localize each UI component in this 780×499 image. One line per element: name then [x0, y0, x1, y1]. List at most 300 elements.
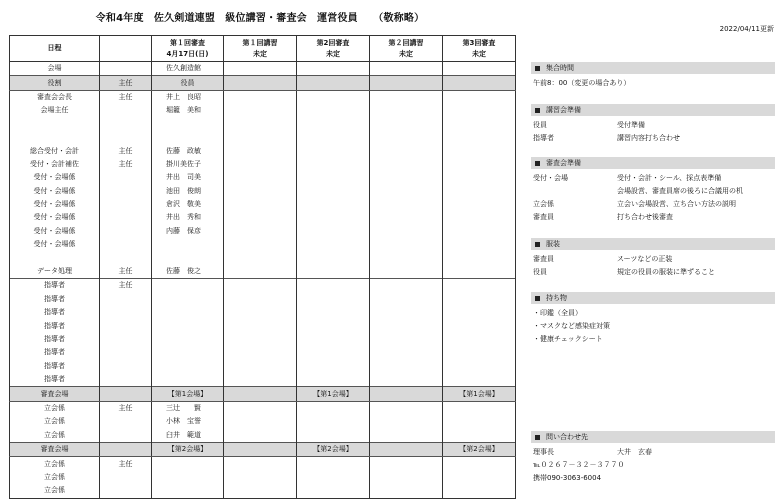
table-cell: 主任	[100, 457, 152, 471]
table-cell: 指導者	[10, 279, 100, 293]
table-cell	[100, 198, 152, 211]
table-cell	[370, 225, 443, 238]
table-cell	[297, 429, 370, 443]
section-heading	[531, 157, 775, 169]
table-cell	[297, 90, 370, 104]
table-cell	[224, 457, 297, 471]
table-cell	[297, 238, 370, 251]
table-cell	[443, 185, 516, 198]
table-cell	[224, 346, 297, 359]
table-cell: 主任	[100, 90, 152, 104]
table-cell: 立会係	[10, 457, 100, 471]
table-cell	[10, 118, 100, 131]
table-cell	[370, 62, 443, 76]
table-cell	[297, 471, 370, 484]
table-cell	[100, 319, 152, 332]
table-cell	[443, 104, 516, 117]
table-cell: 【第1会場】	[443, 387, 516, 401]
table-cell	[370, 429, 443, 443]
table-cell	[100, 415, 152, 428]
table-cell	[443, 265, 516, 279]
table-cell	[297, 415, 370, 428]
info-section	[531, 104, 775, 145]
table-cell	[10, 131, 100, 144]
table-cell	[224, 131, 297, 144]
table-header-cell	[10, 36, 100, 62]
table-cell	[224, 265, 297, 279]
section-row	[531, 253, 775, 266]
table-cell	[370, 171, 443, 184]
section-row-key: ・印鑑（全員）	[533, 309, 582, 317]
table-cell: 井上 良昭	[152, 90, 224, 104]
table-cell	[370, 471, 443, 484]
table-cell: 会場	[10, 62, 100, 76]
header-line: 第2回審査	[316, 38, 350, 47]
table-cell	[297, 158, 370, 171]
table-cell	[224, 373, 297, 387]
table-cell	[443, 90, 516, 104]
table-cell: 主任	[100, 158, 152, 171]
table-cell	[224, 198, 297, 211]
table-row	[10, 238, 516, 251]
section-row-value: 受付・会計・シール、採点表準備	[617, 174, 722, 182]
table-cell	[443, 171, 516, 184]
table-cell	[297, 62, 370, 76]
table-cell: 役割	[10, 76, 100, 90]
table-cell	[152, 251, 224, 264]
table-cell	[443, 62, 516, 76]
info-section	[531, 157, 775, 224]
table-header-cell	[224, 36, 297, 62]
section-row	[531, 77, 775, 90]
table-cell	[224, 118, 297, 131]
table-cell: 役員	[152, 76, 224, 90]
table-cell: 指導者	[10, 319, 100, 332]
table-cell	[370, 265, 443, 279]
table-cell: 指導者	[10, 293, 100, 306]
table-row	[10, 401, 516, 415]
table-cell	[443, 198, 516, 211]
table-cell	[224, 387, 297, 401]
table-header-row	[10, 36, 516, 62]
table-row	[10, 144, 516, 157]
section-row-value: 受付準備	[617, 121, 645, 129]
table-cell: 立会係	[10, 484, 100, 498]
section-row	[531, 320, 775, 333]
table-cell	[152, 346, 224, 359]
section-heading-text: 問い合わせ先	[546, 433, 588, 441]
table-cell: 佐藤 俊之	[152, 265, 224, 279]
table-cell	[224, 333, 297, 346]
table-cell	[370, 90, 443, 104]
table-cell: 立会係	[10, 415, 100, 428]
table-cell	[443, 225, 516, 238]
table-cell	[297, 211, 370, 224]
header-line: 未定	[472, 49, 486, 58]
table-row	[10, 333, 516, 346]
table-cell	[152, 293, 224, 306]
table-cell	[297, 171, 370, 184]
table-cell	[100, 118, 152, 131]
table-cell	[443, 293, 516, 306]
info-section	[531, 292, 775, 346]
table-cell: 井出 秀和	[152, 211, 224, 224]
section-heading-text: 服装	[546, 240, 560, 248]
table-cell	[443, 415, 516, 428]
table-cell: 指導者	[10, 346, 100, 359]
table-cell: 三辻 賢	[152, 401, 224, 415]
table-cell	[370, 131, 443, 144]
table-cell: 掛川美佐子	[152, 158, 224, 171]
section-heading	[531, 238, 775, 250]
table-cell: 指導者	[10, 373, 100, 387]
table-cell	[443, 144, 516, 157]
table-cell	[297, 225, 370, 238]
table-cell: 内藤 保彦	[152, 225, 224, 238]
table-row	[10, 62, 516, 76]
table-cell	[152, 333, 224, 346]
bullet-square-icon	[535, 66, 540, 71]
header-line: 第3回審査	[462, 38, 496, 47]
table-cell	[100, 185, 152, 198]
table-cell	[297, 306, 370, 319]
table-cell	[224, 185, 297, 198]
section-row-key: 審査員	[533, 213, 554, 221]
table-cell	[443, 118, 516, 131]
table-cell	[100, 471, 152, 484]
table-row	[10, 90, 516, 104]
table-cell	[224, 401, 297, 415]
table-row	[10, 76, 516, 90]
table-cell	[224, 225, 297, 238]
table-row	[10, 198, 516, 211]
table-cell	[224, 171, 297, 184]
table-cell	[100, 238, 152, 251]
table-cell	[370, 442, 443, 456]
table-cell: 立会係	[10, 429, 100, 443]
table-cell: 【第2会場】	[297, 442, 370, 456]
table-cell: 井出 司美	[152, 171, 224, 184]
table-cell	[152, 279, 224, 293]
table-row	[10, 471, 516, 484]
table-cell	[100, 429, 152, 443]
table-cell	[152, 471, 224, 484]
table-cell	[370, 293, 443, 306]
section-heading	[531, 104, 775, 116]
table-cell	[100, 442, 152, 456]
table-cell	[100, 211, 152, 224]
table-cell	[297, 373, 370, 387]
table-cell	[370, 211, 443, 224]
table-cell	[224, 251, 297, 264]
table-cell: 立会係	[10, 471, 100, 484]
section-row-value: 講習内容打ち合わせ	[617, 134, 680, 142]
table-cell	[152, 319, 224, 332]
section-heading	[531, 62, 775, 74]
section-row	[531, 446, 775, 459]
table-cell	[297, 346, 370, 359]
table-cell	[224, 484, 297, 498]
update-date: 2022/04/11更新	[719, 25, 774, 33]
table-cell: 指導者	[10, 306, 100, 319]
section-row-key: 立会係	[533, 200, 554, 208]
table-cell	[443, 484, 516, 498]
table-cell	[443, 457, 516, 471]
table-cell	[224, 360, 297, 373]
table-cell	[370, 185, 443, 198]
table-cell	[152, 484, 224, 498]
table-cell	[443, 373, 516, 387]
table-row	[10, 251, 516, 264]
table-cell	[443, 158, 516, 171]
info-section	[531, 431, 775, 485]
table-cell: 受付・会場係	[10, 211, 100, 224]
table-cell	[152, 118, 224, 131]
table-cell	[224, 158, 297, 171]
table-cell	[100, 373, 152, 387]
table-cell: 受付・会計補佐	[10, 158, 100, 171]
section-row-key: 審査員	[533, 255, 554, 263]
table-cell: 小林 宝誉	[152, 415, 224, 428]
section-heading	[531, 431, 775, 443]
section-row	[531, 211, 775, 224]
table-cell	[370, 457, 443, 471]
header-line: 第１回講習	[242, 38, 278, 47]
table-row	[10, 415, 516, 428]
header-line: 日程	[47, 44, 62, 52]
table-cell: 立会係	[10, 401, 100, 415]
table-cell	[297, 360, 370, 373]
table-cell	[370, 144, 443, 157]
table-cell	[370, 360, 443, 373]
table-cell	[100, 251, 152, 264]
table-cell	[297, 144, 370, 157]
section-row	[531, 119, 775, 132]
table-cell: 主任	[100, 265, 152, 279]
table-cell	[297, 118, 370, 131]
section-row	[531, 132, 775, 145]
table-cell	[224, 429, 297, 443]
table-cell	[370, 387, 443, 401]
table-cell	[152, 131, 224, 144]
table-cell	[370, 279, 443, 293]
table-cell	[100, 131, 152, 144]
table-cell: 堀籠 美和	[152, 104, 224, 117]
table-cell	[370, 373, 443, 387]
section-row-value: 立会い会場設営、立ち合い方法の説明	[617, 200, 736, 208]
header-line: 未定	[253, 49, 267, 58]
section-row-key: 携帯090-3063-6004	[533, 474, 602, 482]
table-cell	[443, 346, 516, 359]
table-cell	[370, 333, 443, 346]
table-cell: 受付・会場係	[10, 185, 100, 198]
table-cell: 審査会場	[10, 442, 100, 456]
table-cell	[224, 76, 297, 90]
table-cell	[224, 279, 297, 293]
table-cell: 【第1会場】	[152, 387, 224, 401]
table-header-cell	[297, 36, 370, 62]
table-cell	[297, 484, 370, 498]
header-line: 未定	[399, 49, 413, 58]
table-row	[10, 131, 516, 144]
table-cell	[370, 251, 443, 264]
table-row	[10, 429, 516, 443]
bullet-square-icon	[535, 296, 540, 301]
table-cell	[297, 131, 370, 144]
table-cell: 主任	[100, 279, 152, 293]
table-row	[10, 387, 516, 401]
bullet-square-icon	[535, 161, 540, 166]
table-cell	[443, 401, 516, 415]
table-cell	[297, 279, 370, 293]
table-cell	[443, 131, 516, 144]
table-cell	[224, 238, 297, 251]
table-cell: 指導者	[10, 360, 100, 373]
section-heading-text: 講習会準備	[546, 106, 581, 114]
section-row-key: 受付・会場	[533, 174, 568, 182]
info-section	[531, 62, 775, 90]
section-row-value: 大井 玄春	[617, 448, 652, 456]
table-cell	[100, 346, 152, 359]
table-cell	[443, 306, 516, 319]
section-row-key: 理事長	[533, 448, 554, 456]
table-cell	[224, 306, 297, 319]
table-cell	[297, 76, 370, 90]
section-row	[531, 472, 775, 485]
table-cell: 主任	[100, 144, 152, 157]
section-row-key: ・マスクなど感染症対策	[533, 322, 610, 330]
section-row	[531, 266, 775, 279]
section-row	[531, 198, 775, 211]
table-header-cell	[152, 36, 224, 62]
table-cell: 指導者	[10, 333, 100, 346]
table-row	[10, 118, 516, 131]
section-row-key: 指導者	[533, 134, 554, 142]
table-row	[10, 484, 516, 498]
table-cell	[443, 360, 516, 373]
table-cell: 受付・会場係	[10, 198, 100, 211]
table-cell	[297, 457, 370, 471]
table-cell	[10, 251, 100, 264]
table-cell	[297, 333, 370, 346]
table-cell	[224, 293, 297, 306]
table-header-cell	[443, 36, 516, 62]
section-row-key: 役員	[533, 268, 547, 276]
table-cell	[370, 401, 443, 415]
table-header-cell	[370, 36, 443, 62]
bullet-square-icon	[535, 108, 540, 113]
table-cell	[224, 90, 297, 104]
table-cell	[297, 104, 370, 117]
section-row-value: 会場設営、審査員席の後ろに合議用の机	[617, 187, 743, 195]
table-cell	[297, 185, 370, 198]
table-cell	[100, 387, 152, 401]
table-cell	[370, 319, 443, 332]
table-cell: 池田 俊朗	[152, 185, 224, 198]
table-cell	[370, 484, 443, 498]
table-cell	[297, 251, 370, 264]
table-cell	[443, 76, 516, 90]
document-title: 令和4年度 佐久剣道連盟 級位講習・審査会 運営役員 （敬称略）	[95, 13, 425, 24]
table-row	[10, 211, 516, 224]
table-cell: 臼井 範道	[152, 429, 224, 443]
table-cell	[370, 118, 443, 131]
table-cell	[100, 62, 152, 76]
table-cell: 主任	[100, 76, 152, 90]
table-cell	[297, 293, 370, 306]
table-cell	[370, 306, 443, 319]
table-cell	[224, 144, 297, 157]
table-row	[10, 457, 516, 471]
section-row	[531, 185, 775, 198]
table-row	[10, 442, 516, 456]
table-cell	[370, 415, 443, 428]
table-cell	[224, 62, 297, 76]
table-cell	[370, 238, 443, 251]
table-cell	[443, 238, 516, 251]
table-row	[10, 306, 516, 319]
table-cell	[224, 442, 297, 456]
table-cell	[297, 401, 370, 415]
table-cell: 受付・会場係	[10, 171, 100, 184]
table-cell	[100, 293, 152, 306]
schedule-table	[9, 35, 516, 499]
table-cell: データ処理	[10, 265, 100, 279]
table-cell	[152, 373, 224, 387]
table-cell	[370, 198, 443, 211]
table-cell: 主任	[100, 401, 152, 415]
table-row	[10, 319, 516, 332]
table-cell: 佐久創造館	[152, 62, 224, 76]
bullet-square-icon	[535, 242, 540, 247]
section-heading-text: 持ち物	[546, 294, 567, 302]
table-cell: 受付・会場係	[10, 225, 100, 238]
section-row	[531, 459, 775, 472]
table-cell	[100, 104, 152, 117]
table-row	[10, 293, 516, 306]
table-cell	[100, 225, 152, 238]
table-row	[10, 279, 516, 293]
header-line: 4月17日(日)	[166, 49, 209, 58]
table-row	[10, 185, 516, 198]
table-cell	[100, 360, 152, 373]
table-cell	[370, 104, 443, 117]
table-cell	[370, 76, 443, 90]
table-row	[10, 158, 516, 171]
section-heading-text: 審査会準備	[546, 159, 581, 167]
table-cell	[152, 238, 224, 251]
bullet-square-icon	[535, 435, 540, 440]
table-cell: 総合受付・会計	[10, 144, 100, 157]
table-header-cell	[100, 36, 152, 62]
section-row-key: ℡０２６７－３２－３７７０	[533, 461, 625, 469]
table-row	[10, 171, 516, 184]
table-cell	[224, 104, 297, 117]
table-row	[10, 104, 516, 117]
table-cell	[443, 319, 516, 332]
table-cell	[297, 265, 370, 279]
table-cell: 審査会会長	[10, 90, 100, 104]
table-row	[10, 346, 516, 359]
section-row-value: 規定の役員の服装に準ずること	[617, 268, 715, 276]
table-cell: 【第2会場】	[152, 442, 224, 456]
table-cell	[224, 415, 297, 428]
table-cell	[297, 319, 370, 332]
section-heading	[531, 292, 775, 304]
section-row-key: 役員	[533, 121, 547, 129]
table-cell: 審査会場	[10, 387, 100, 401]
header-line: 第２回講習	[388, 38, 424, 47]
